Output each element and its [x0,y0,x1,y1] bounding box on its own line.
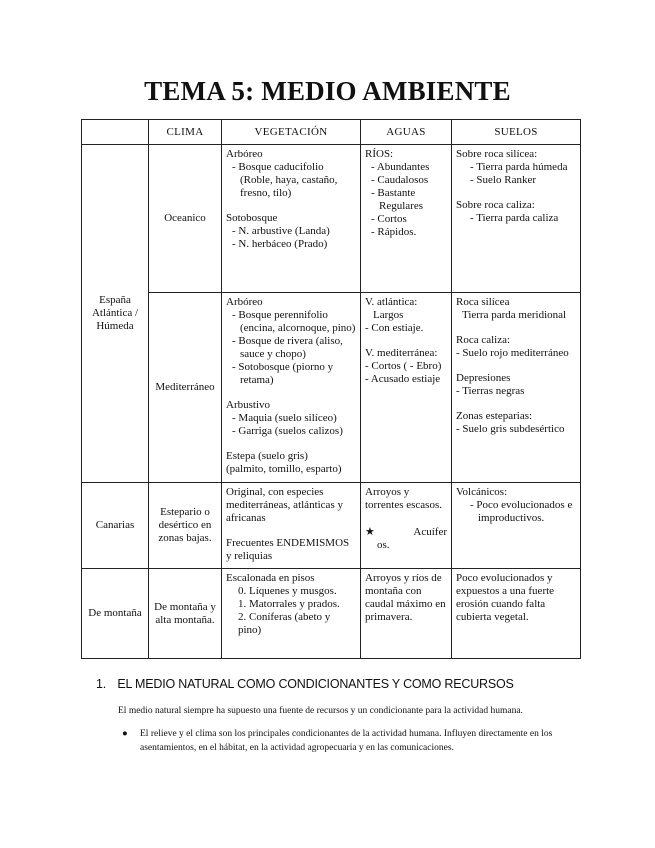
section-number: 1. [96,677,107,691]
veg-text: Original, con especies mediterráneas, atlánticas y africanas [226,486,343,524]
suelos-heading: Sobre roca caliza: [456,199,535,211]
veg-heading: Arbóreo [226,148,263,160]
veg-text: (palmito, tomillo, esparto) [226,463,342,475]
list-item: 1. Matorrales y prados. [238,598,340,610]
table-header-row [82,120,581,145]
list-item: - Bosque perennifolio (encina, alcornoque, pino) [226,309,356,335]
section-paragraph: El medio natural siempre ha supuesto una fuente de recursos y un condicionante para la actividad humana. [118,706,523,716]
header-suelos: SUELOS [452,120,581,145]
clima-montana: De montaña y alta montaña. [149,569,222,659]
veg-heading: Sotobosque [226,212,278,224]
bullet-icon: ● [122,729,128,739]
table-row-canarias [82,483,581,569]
suelos-text: - Tierras negras [456,385,525,397]
list-item: - Bosque caducifolio (Roble, haya, castaño, fresno, tilo) [226,161,356,200]
aguas-montana: Arroyos y ríos de montaña con caudal máximo en primavera. [361,569,452,659]
list-item: - Poco evolucionados e improductivos. [464,499,576,525]
aguas-text: Arroyos y torrentes escasos. [365,486,442,511]
suelos-canarias [452,483,581,569]
clima-oceanico: Oceanico [149,145,222,293]
veg-text: Frecuentes ENDEMISMOS y reliquias [226,537,350,562]
list-item: - Abundantes [365,161,447,174]
list-item: - Suelo Ranker [464,174,576,187]
aguas-mediterraneo [361,293,452,483]
aguas-text: os. [377,539,390,551]
suelos-heading: Sobre roca silícea: [456,148,538,160]
suelos-heading: Roca silícea [456,296,510,308]
aguas-heading: V. atlántica: [365,296,418,308]
table-row-mediterraneo [82,293,581,483]
clima-canarias: Estepario o desértico en zonas bajas. [149,483,222,569]
header-aguas: AGUAS [361,120,452,145]
list-item: - Sotobosque (piorno y retama) [226,361,356,387]
header-clima: CLIMA [149,120,222,145]
page-title: TEMA 5: MEDIO AMBIENTE [144,76,511,106]
list-item: - Caudalosos [365,174,447,187]
table-row-oceanico [82,145,581,293]
vegetacion-canarias [222,483,361,569]
list-item: - Tierra parda caliza [464,212,576,225]
header-empty [82,120,149,145]
veg-heading: Arbustivo [226,399,270,411]
aguas-text: - Con estiaje. [365,322,424,334]
suelos-heading: Volcánicos: [456,486,508,498]
list-item: - N. arbustive (Landa) [226,225,356,238]
list-item: 0. Líquenes y musgos. [238,585,337,597]
aguas-text: Largos [373,309,404,321]
aguas-text: Acuífer [413,526,447,538]
list-item: - Bosque de rivera (aliso, sauce y chopo) [226,335,356,361]
region-espana-atlantica: España Atlántica / Húmeda [82,145,149,483]
section-heading [96,677,514,691]
clima-mediterraneo: Mediterráneo [149,293,222,483]
section-heading-text: EL MEDIO NATURAL COMO CONDICIONANTES Y COMO RECURSOS [117,677,514,691]
vegetacion-oceanico [222,145,361,293]
suelos-mediterraneo [452,293,581,483]
aguas-heading: V. mediterránea: [365,347,438,359]
suelos-text: Tierra parda meridional [462,309,567,321]
aguas-text: - Cortos ( - Ebro) [365,360,442,372]
list-item: - N. herbáceo (Prado) [226,238,356,251]
region-canarias: Canarias [82,483,149,569]
list-item: 2. Coníferas (abeto y pino) [238,611,331,636]
suelos-text: - Suelo gris subdesértico [456,423,565,435]
suelos-oceanico [452,145,581,293]
suelos-text: - Suelo rojo mediterráneo [456,347,569,359]
suelos-heading: Depresiones [456,372,511,384]
veg-heading: Estepa (suelo gris) [226,450,308,462]
bullet-text: El relieve y el clima son los principales condicionantes de la actividad humana. Influyen directamente en los asentamientos, en el hábitat, en la actividad agropecuaria y en las comunicaciones. [140,729,553,753]
list-item: - Maquia (suelo silíceo) [226,412,356,425]
veg-heading: Arbóreo [226,296,263,308]
table-row-montana [82,569,581,659]
bullet-item [122,727,582,755]
list-item: - Cortos [365,213,447,226]
list-item: - Rápidos. [365,226,447,239]
list-item: - Bastante Regulares [365,187,447,213]
aguas-oceanico [361,145,452,293]
veg-heading: Escalonada en pisos [226,572,315,584]
region-montana: De montaña [82,569,149,659]
aguas-heading: RÍOS: [365,148,394,160]
aguas-canarias [361,483,452,569]
star-icon: ★ [365,526,375,538]
list-item: - Garriga (suelos calizos) [226,425,356,438]
environment-table [81,119,581,659]
suelos-montana: Poco evolucionados y expuestos a una fuerte erosión cuando falta cubierta vegetal. [452,569,581,659]
aguas-text: - Acusado estiaje [365,373,441,385]
vegetacion-mediterraneo [222,293,361,483]
vegetacion-montana [222,569,361,659]
list-item: - Tierra parda húmeda [464,161,576,174]
header-vegetacion: VEGETACIÓN [222,120,361,145]
suelos-heading: Zonas esteparias: [456,410,533,422]
suelos-heading: Roca caliza: [456,334,511,346]
